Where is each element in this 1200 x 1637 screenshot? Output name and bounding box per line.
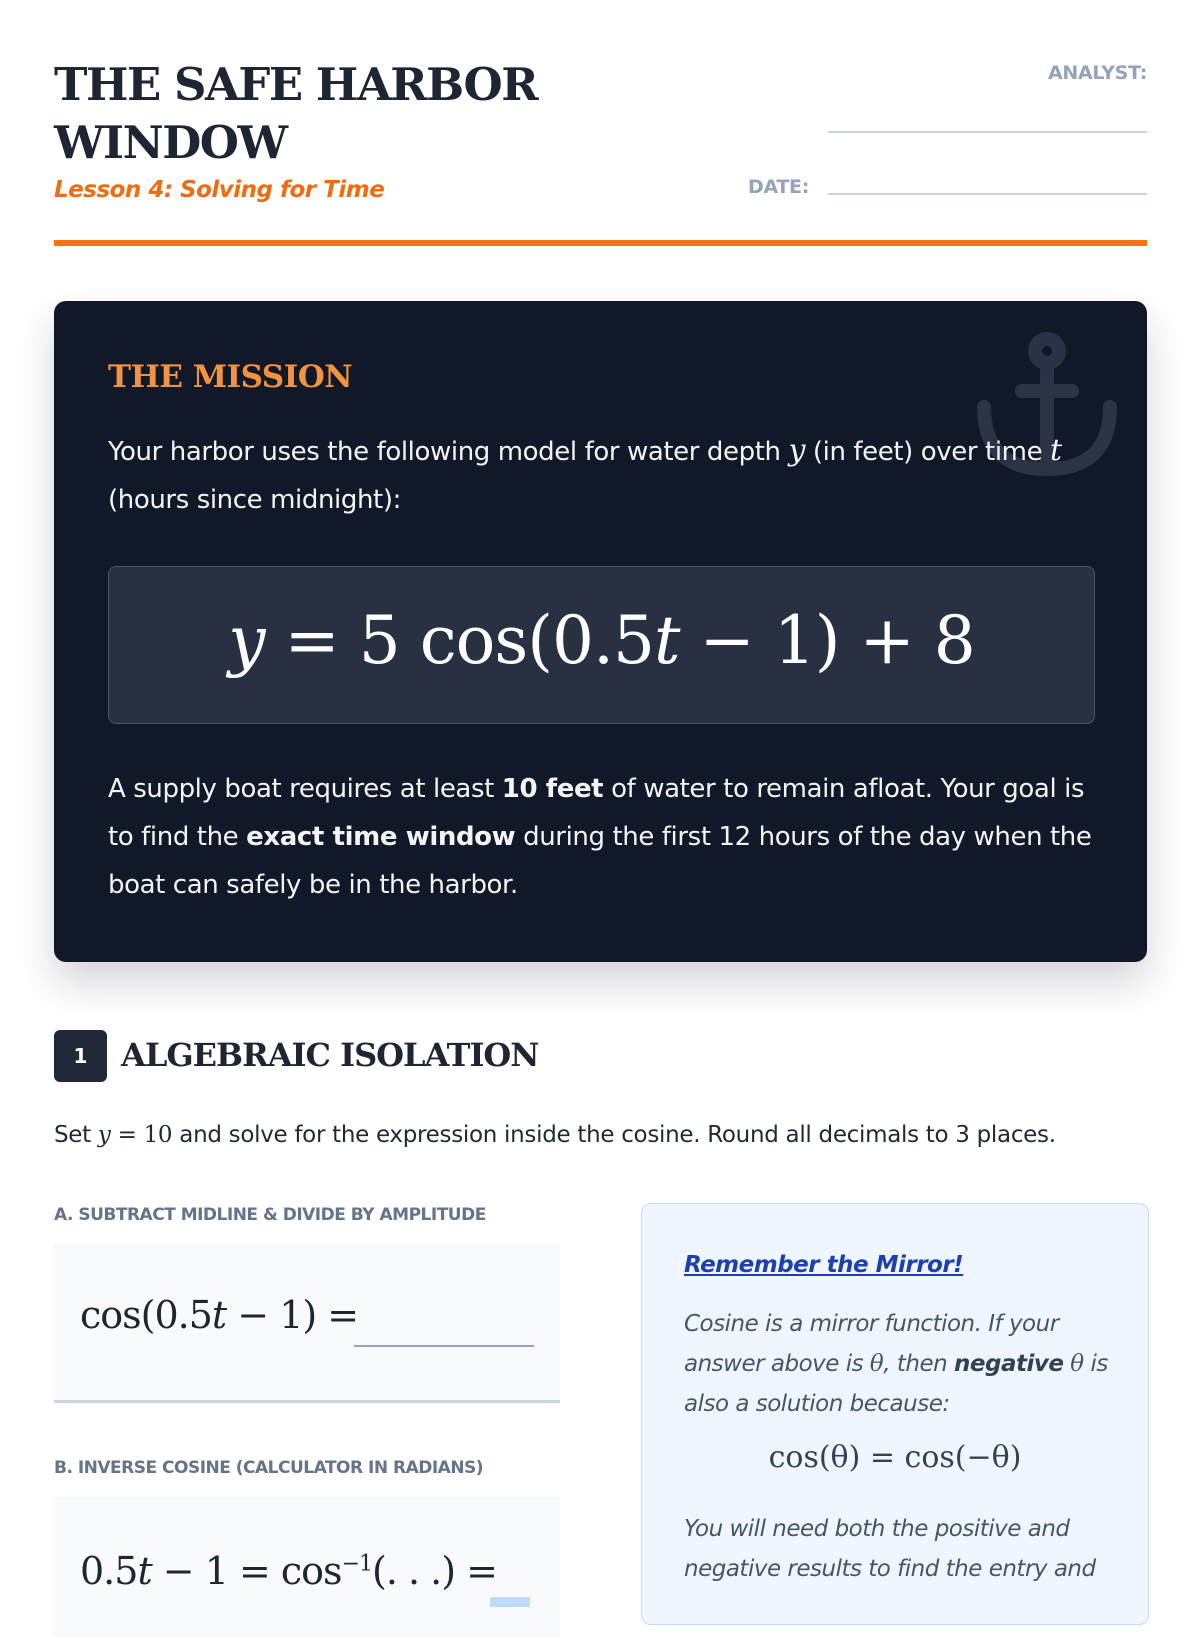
mission-heading: THE MISSION: [108, 359, 353, 395]
tip-theta-1: θ: [869, 1351, 884, 1377]
page-title: THE SAFE HARBOR WINDOW: [54, 58, 538, 169]
analyst-label: ANALYST:: [1047, 62, 1147, 84]
section-title: ALGEBRAIC ISOLATION: [121, 1036, 539, 1074]
lesson-subtitle: Lesson 4: Solving for Time: [54, 177, 385, 203]
analyst-field[interactable]: [828, 131, 1147, 133]
mission-intro: [108, 427, 1098, 524]
step-a-equation: [80, 1293, 358, 1337]
step-b-equation: [80, 1549, 497, 1593]
date-field[interactable]: [828, 193, 1147, 195]
model-formula: [109, 601, 1094, 681]
step-b-label: B. INVERSE COSINE (CALCULATOR IN RADIANS): [54, 1458, 484, 1478]
step-a-box: [54, 1243, 560, 1403]
worksheet-page: [54, 0, 1147, 1600]
instr-var-y: y: [97, 1122, 111, 1148]
formula-y: y: [228, 602, 265, 679]
step-a-label: A. SUBTRACT MIDLINE & DIVIDE BY AMPLITUDE: [54, 1205, 486, 1225]
step-a-eq-2: − 1) =: [226, 1293, 359, 1337]
mission-card: [54, 301, 1147, 962]
tip-t1-3: is also a solution because:: [684, 1351, 1108, 1417]
step-b-box: [54, 1497, 560, 1637]
tip-theta-2: θ: [1070, 1351, 1084, 1377]
model-formula-box: [108, 566, 1095, 724]
tip-text-2: You will need both the positive and negative results to find the entry and: [684, 1516, 1096, 1582]
goal-text-1: A supply boat requires at least: [108, 774, 494, 804]
formula-eq: = 5 cos(0.5: [264, 602, 654, 679]
tip-bold-negative: negative: [954, 1351, 1064, 1377]
tip-t1-2: , then: [883, 1351, 948, 1377]
instr-text-1: Set: [54, 1122, 91, 1148]
step-b-eq-t: t: [137, 1549, 152, 1593]
goal-text-3: during the first 12 hours of the day when the boat can safely be in the harbor.: [108, 822, 1092, 900]
section-instruction: [54, 1122, 1056, 1148]
intro-text-3: (hours since midnight):: [108, 485, 401, 515]
step-b-eq-sup: −1: [341, 1551, 372, 1577]
step-b-answer-blank[interactable]: [490, 1597, 530, 1607]
step-b-eq-1: 0.5: [80, 1549, 138, 1593]
instr-text-2: and solve for the expression inside the cosine. Round all decimals to 3 places.: [179, 1122, 1056, 1148]
mission-goal: [108, 765, 1098, 909]
tip-text-1: [684, 1304, 1124, 1424]
tip-equation: cos(θ) = cos(−θ): [768, 1440, 1022, 1475]
formula-t: t: [654, 602, 680, 679]
formula-rest: − 1) + 8: [679, 602, 975, 679]
goal-bold-1: 10 feet: [501, 774, 604, 804]
step-b-eq-2: − 1 = cos: [151, 1549, 342, 1593]
intro-text-1: Your harbor uses the following model for water depth: [108, 437, 781, 467]
date-label: DATE:: [748, 176, 810, 198]
tip-title: Remember the Mirror!: [684, 1252, 964, 1278]
var-t: t: [1050, 433, 1062, 468]
instr-eq: = 10: [110, 1122, 173, 1148]
step-a-eq-t: t: [211, 1293, 227, 1337]
step-a-eq-1: cos(0.5: [80, 1293, 212, 1337]
step-b-eq-3: (. . .) =: [372, 1549, 497, 1593]
goal-bold-2: exact time window: [246, 822, 516, 852]
intro-text-2: (in feet) over time: [812, 437, 1043, 467]
var-y: y: [788, 433, 806, 468]
mirror-tip-card: [641, 1203, 1149, 1625]
header-divider: [54, 240, 1147, 246]
step-a-answer-blank[interactable]: [354, 1345, 534, 1347]
section-number-badge: 1: [54, 1030, 107, 1082]
goal-text-2: of water to remain afloat. Your goal is to find the: [108, 774, 1085, 852]
tip-t1-1: Cosine is a mirror function. If your answer above is: [684, 1311, 1059, 1377]
